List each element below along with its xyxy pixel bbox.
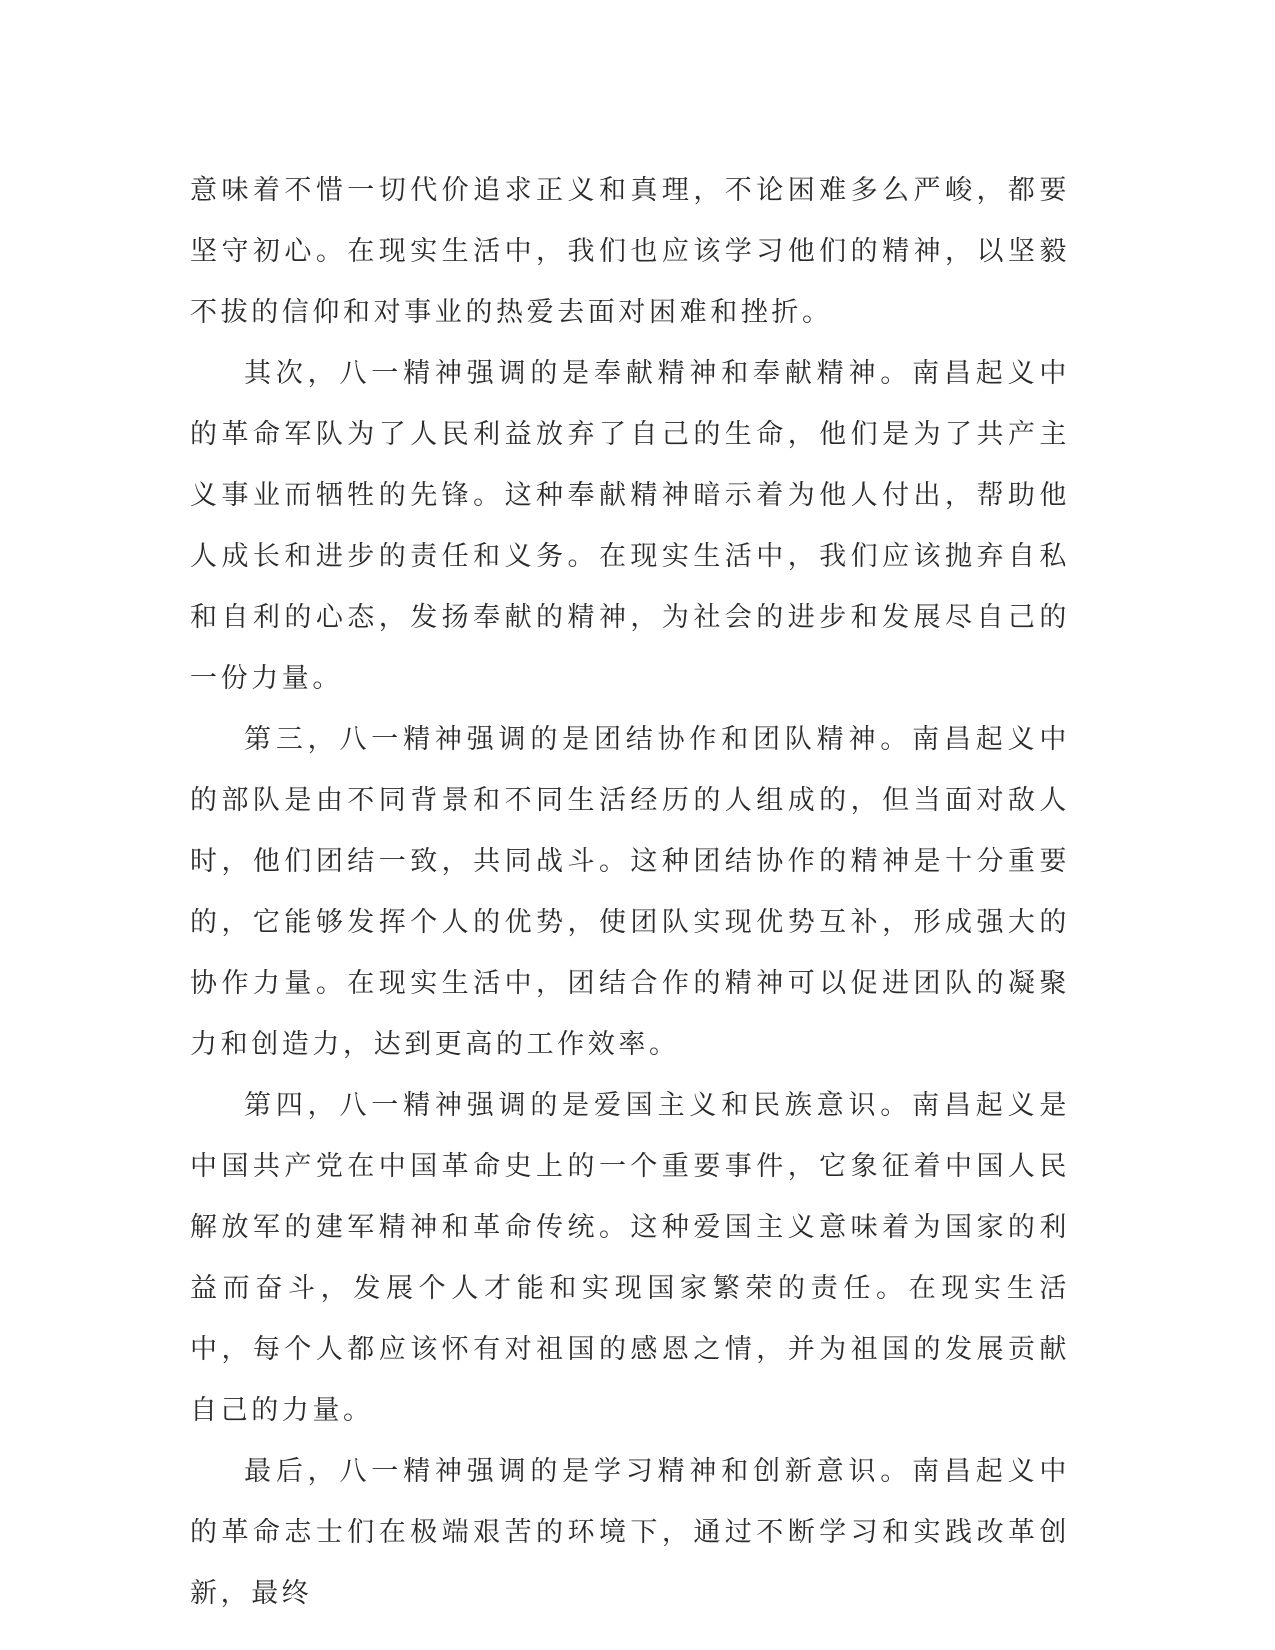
document-body — [190, 160, 1070, 1624]
paragraph-learning: 最后，八一精神强调的是学习精神和创新意识。南昌起义中的革命志士们在极端艰苦的环境下，通过不断学习和实践改革创新，最终 — [190, 1456, 1070, 1609]
paragraph-continuation: 意味着不惜一切代价追求正义和真理，不论困难多么严峻，都要坚守初心。在现实生活中，我们也应该学习他们的精神，以坚毅不拔的信仰和对事业的热爱去面对困难和挫折。 — [190, 175, 1070, 328]
paragraph-teamwork: 第三，八一精神强调的是团结协作和团队精神。南昌起义中的部队是由不同背景和不同生活经历的人组成的，但当面对敌人时，他们团结一致，共同战斗。这种团结协作的精神是十分重要的，它能够发挥个人的优势，使团队实现优势互补，形成强大的协作力量。在现实生活中，团结合作的精神可以促进团队的凝聚力和创造力，达到更高的工作效率。 — [190, 724, 1070, 1060]
paragraph-dedication: 其次，八一精神强调的是奉献精神和奉献精神。南昌起义中的革命军队为了人民利益放弃了自己的生命，他们是为了共产主义事业而牺牲的先锋。这种奉献精神暗示着为他人付出，帮助他人成长和进步的责任和义务。在现实生活中，我们应该抛弃自私和自利的心态，发扬奉献的精神，为社会的进步和发展尽自己的一份力量。 — [190, 358, 1070, 694]
paragraph-patriotism: 第四，八一精神强调的是爱国主义和民族意识。南昌起义是中国共产党在中国革命史上的一个重要事件，它象征着中国人民解放军的建军精神和革命传统。这种爱国主义意味着为国家的利益而奋斗，发展个人才能和实现国家繁荣的责任。在现实生活中，每个人都应该怀有对祖国的感恩之情，并为祖国的发展贡献自己的力量。 — [190, 1090, 1070, 1426]
